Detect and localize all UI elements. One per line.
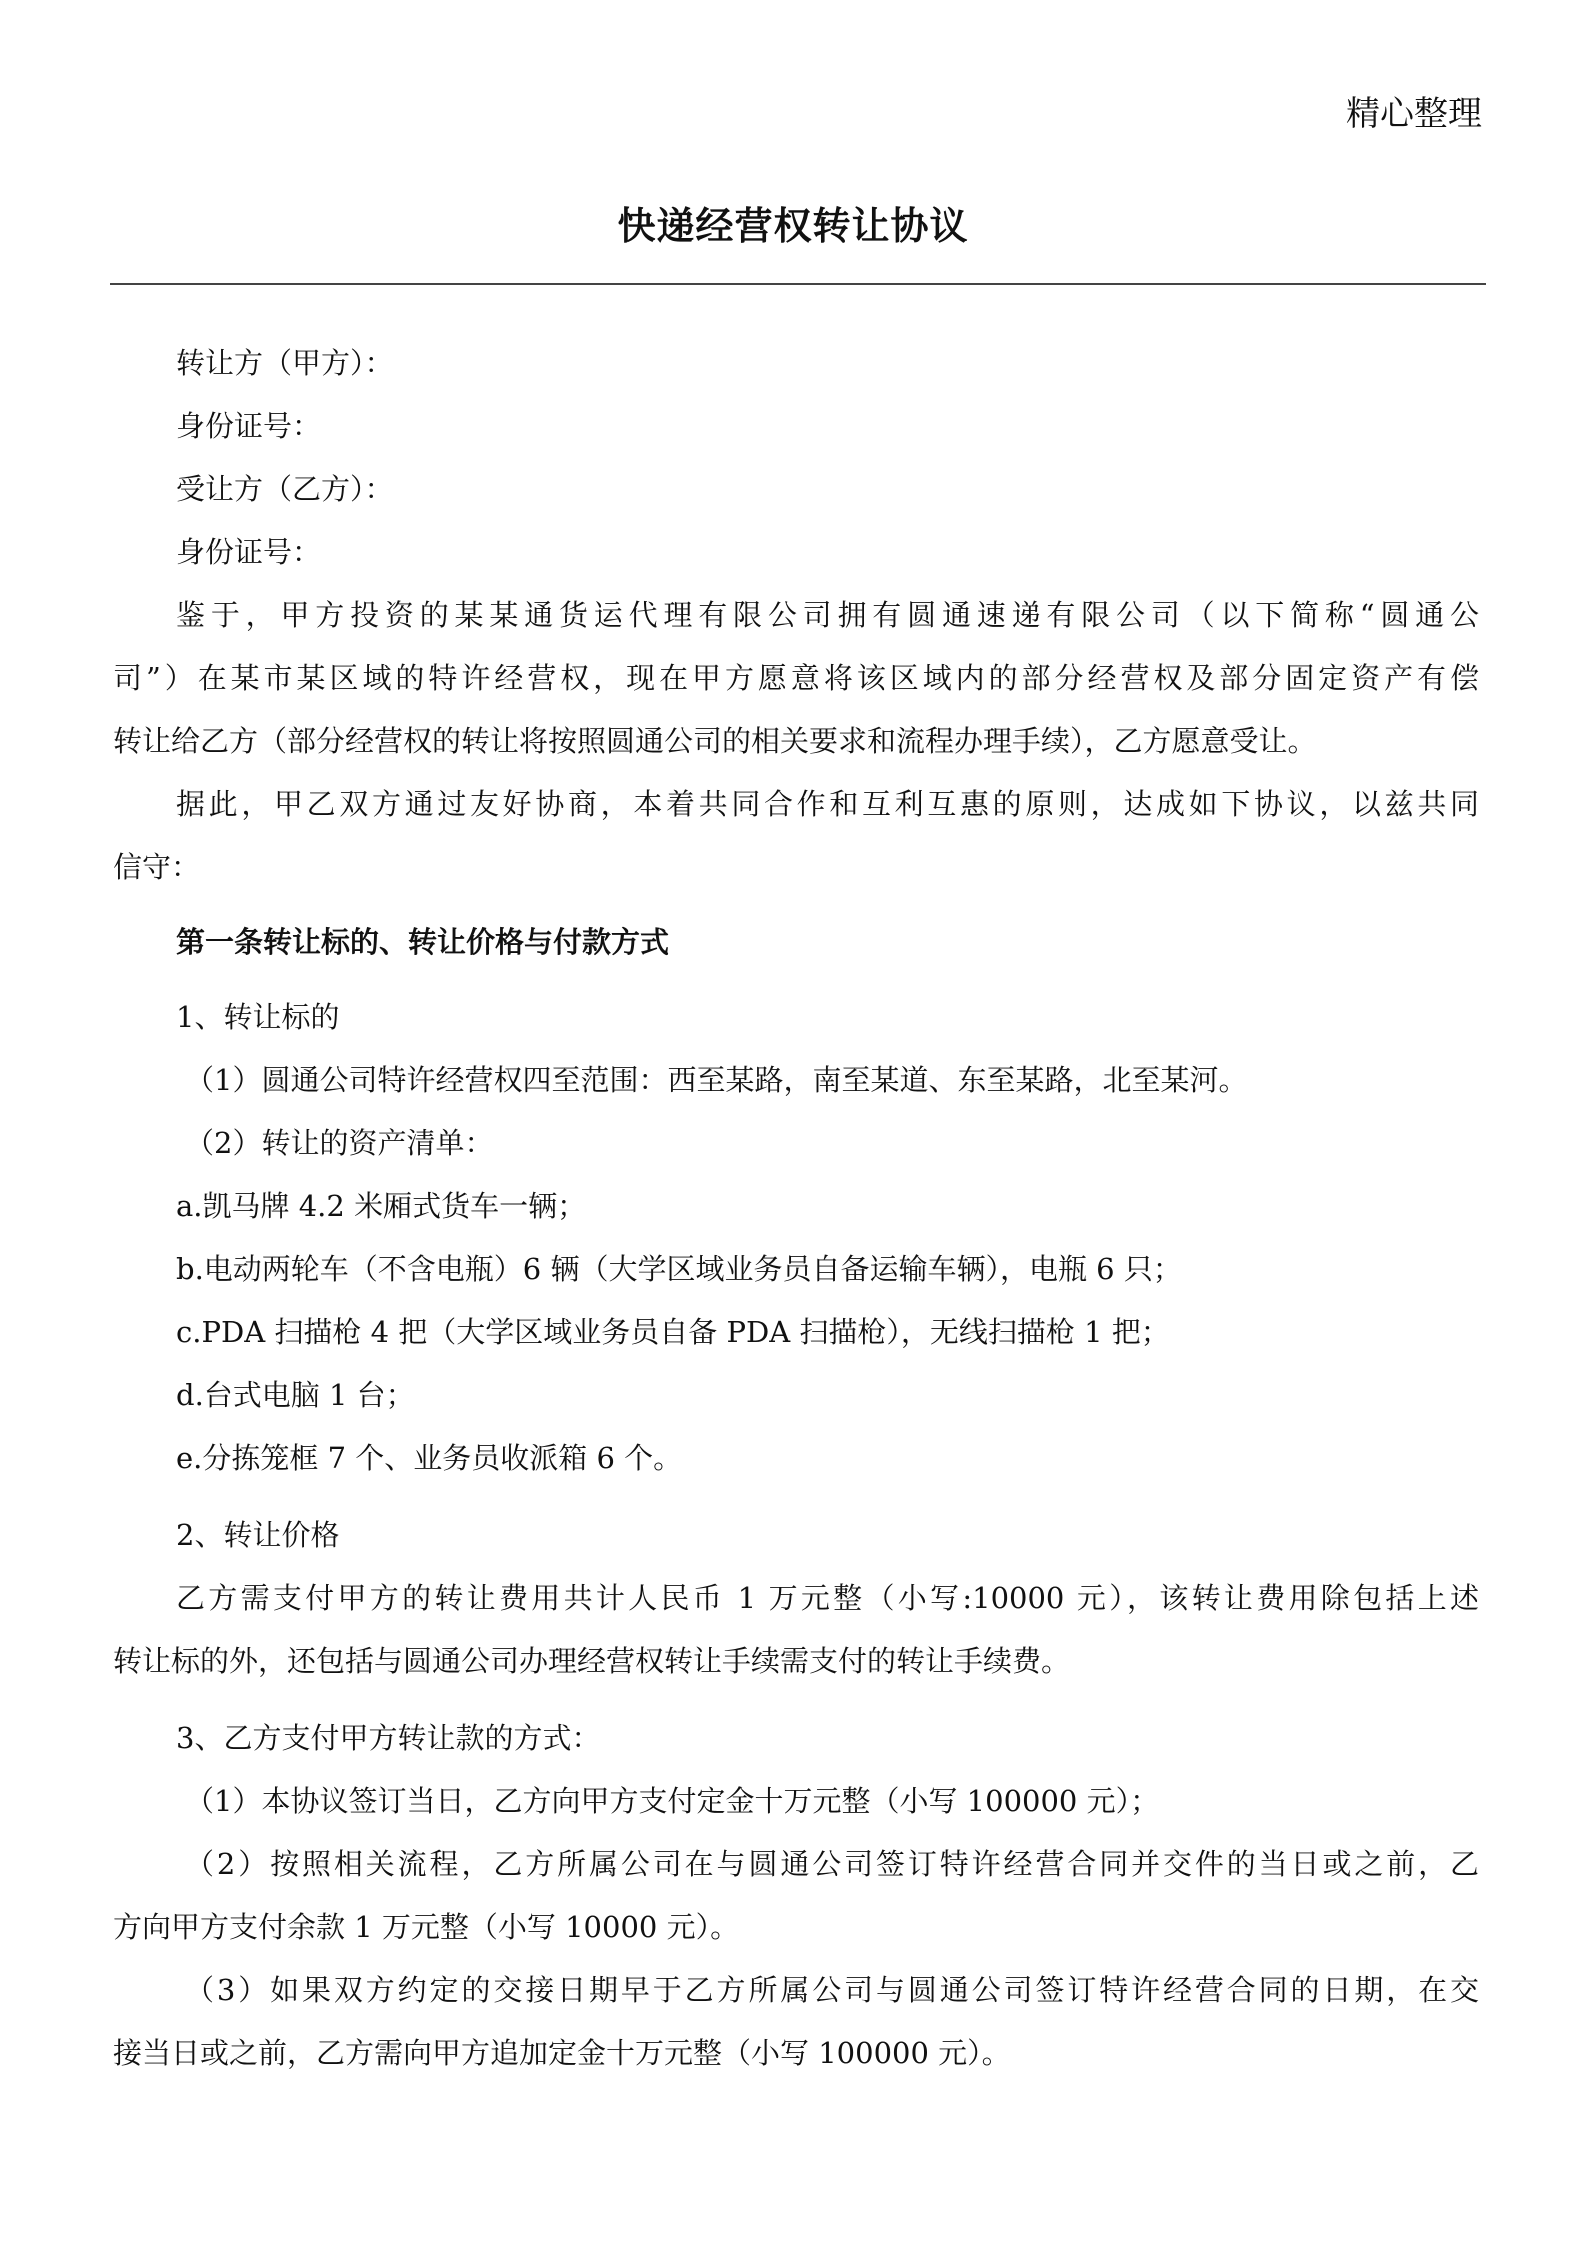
asset-list-item: d.台式电脑 1 台；	[176, 1378, 415, 1412]
section-2-heading: 2、转让价格	[176, 1518, 340, 1552]
payment-item-1: （1）本协议签订当日，乙方向甲方支付定金十万元整（小写 100000 元）；	[185, 1784, 1160, 1818]
payment-item-2-line: 方向甲方支付余款 1 万元整（小写 10000 元）。	[113, 1910, 740, 1944]
transferee-id-line: 身份证号：	[176, 535, 322, 569]
document-body	[113, 332, 1479, 2085]
transferor-line: 转让方（甲方）：	[176, 346, 394, 380]
recital-line: 鉴于，甲方投资的某某通货运代理有限公司拥有圆通速递有限公司（以下简称“圆通公	[176, 598, 1479, 632]
asset-list-item: e.分拣笼框 7 个、业务员收派箱 6 个。	[176, 1441, 683, 1475]
header-note: 精心整理	[1346, 94, 1482, 134]
asset-list-heading: （2）转让的资产清单：	[185, 1126, 494, 1160]
transferee-line: 受让方（乙方）：	[176, 472, 394, 506]
transferor-id-line: 身份证号：	[176, 409, 322, 443]
asset-list-item: c.PDA 扫描枪 4 把（大学区域业务员自备 PDA 扫描枪），无线扫描枪 1 把；	[176, 1315, 1170, 1349]
payment-item-2-line: （2）按照相关流程，乙方所属公司在与圆通公司签订特许经营合同并交件的当日或之前，乙	[185, 1847, 1479, 1881]
recital-line: 司”）在某市某区域的特许经营权，现在甲方愿意将该区域内的部分经营权及部分固定资产有偿	[113, 661, 1479, 695]
section-3-heading: 3、乙方支付甲方转让款的方式：	[176, 1721, 601, 1755]
price-text-line: 转让标的外，还包括与圆通公司办理经营权转让手续需支付的转让手续费。	[113, 1644, 1071, 1678]
transfer-scope-item: （1）圆通公司特许经营权四至范围：西至某路，南至某道、东至某路，北至某河。	[185, 1063, 1248, 1097]
payment-item-3-line: （3）如果双方约定的交接日期早于乙方所属公司与圆通公司签订特许经营合同的日期，在交	[185, 1973, 1479, 2007]
asset-list-item: b.电动两轮车（不含电瓶）6 辆（大学区域业务员自备运输车辆），电瓶 6 只；	[176, 1252, 1182, 1286]
agreement-intro-line: 信守：	[113, 850, 201, 884]
price-text-line: 乙方需支付甲方的转让费用共计人民币 1 万元整（小写:10000 元），该转让费用除包括上述	[176, 1581, 1479, 1615]
recital-line: 转让给乙方（部分经营权的转让将按照圆通公司的相关要求和流程办理手续），乙方愿意受让。	[113, 724, 1317, 758]
article-1-heading: 第一条转让标的、转让价格与付款方式	[176, 925, 670, 959]
asset-list-item: a.凯马牌 4.2 米厢式货车一辆；	[176, 1189, 587, 1223]
document-title: 快递经营权转让协议	[617, 204, 969, 248]
title-divider	[110, 283, 1486, 285]
section-1-heading: 1、转让标的	[176, 1000, 340, 1034]
payment-item-3-line: 接当日或之前，乙方需向甲方追加定金十万元整（小写 100000 元）。	[113, 2036, 1011, 2070]
agreement-intro-line: 据此，甲乙双方通过友好协商，本着共同合作和互利互惠的原则，达成如下协议，以兹共同	[176, 787, 1479, 821]
